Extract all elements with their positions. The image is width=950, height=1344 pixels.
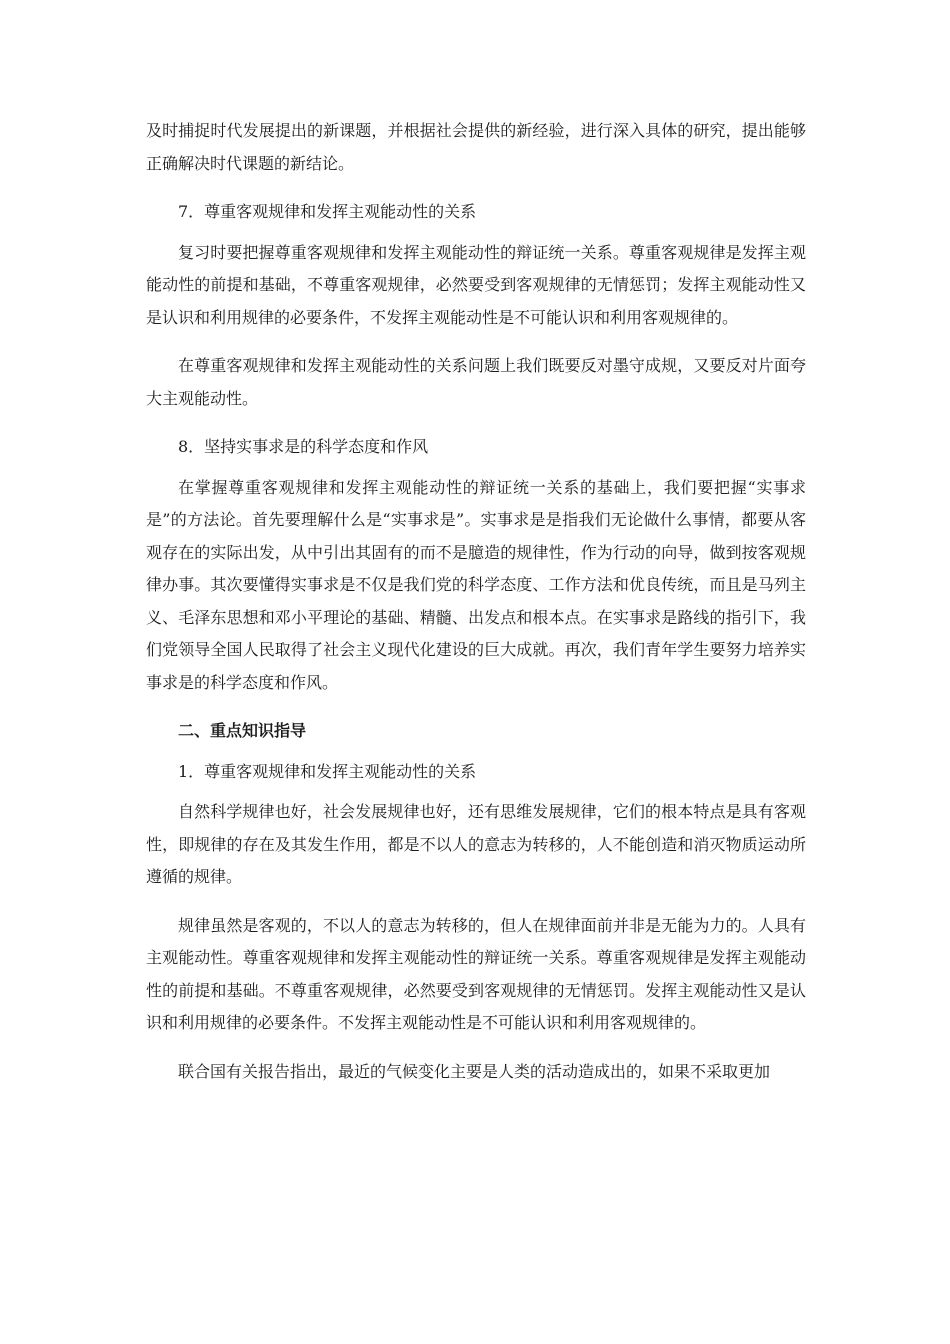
document-page <box>146 115 806 1104</box>
paragraph-continued: 及时捕捉时代发展提出的新课题，并根据社会提供的新经验，进行深入具体的研究，提出能够正确解决时代课题的新结论。 <box>146 121 806 173</box>
paragraph-2-1c: 联合国有关报告指出，最近的气候变化主要是人类的活动造成出的，如果不采取更加 <box>178 1061 771 1081</box>
paragraph-8: 在掌握尊重客观规律和发挥主观能动性的辩证统一关系的基础上，我们要把握“实事求是”的方法论。首先要理解什么是“实事求是”。实事求是是指我们无论做什么事情，都要从客观存在的实际出发，从中引出其固有的而不是臆造的规律性，作为行动的向导，做到按客观规律办事。其次要懂得实事求是不仅是我们党的科学态度、工作方法和优良传统，而且是马列主义、毛泽东思想和邓小平理论的基础、精髓、出发点和根本点。在实事求是路线的指引下，我们党领导全国人民取得了社会主义现代化建设的巨大成就。再次，我们青年学生要努力培养实事求是的科学态度和作风。 <box>146 477 806 692</box>
section-heading-2: 二、重点知识指导 <box>178 721 307 740</box>
heading-8: 8．坚持实事求是的科学态度和作风 <box>178 437 429 456</box>
paragraph-7b: 在尊重客观规律和发挥主观能动性的关系问题上我们既要反对墨守成规，又要反对片面夸大主观能动性。 <box>146 356 806 408</box>
heading-2-1: 1．尊重客观规律和发挥主观能动性的关系 <box>178 761 477 781</box>
paragraph-2-1a: 自然科学规律也好，社会发展规律也好，还有思维发展规律，它们的根本特点是具有客观性，即规律的存在及其发生作用，都是不以人的意志为转移的，人不能创造和消灭物质运动所遵循的规律。 <box>146 802 806 886</box>
paragraph-2-1b: 规律虽然是客观的，不以人的意志为转移的，但人在规律面前并非是无能为力的。人具有主观能动性。尊重客观规律和发挥主观能动性的辩证统一关系。尊重客观规律是发挥主观能动性的前提和基础。不尊重客观规律，必然要受到客观规律的无情惩罚。发挥主观能动性又是认识和利用规律的必要条件。不发挥主观能动性是不可能认识和利用客观规律的。 <box>146 915 806 1032</box>
paragraph-7a: 复习时要把握尊重客观规律和发挥主观能动性的辩证统一关系。尊重客观规律是发挥主观能动性的前提和基础，不尊重客观规律，必然要受到客观规律的无情惩罚；发挥主观能动性又是认识和利用规律的必要条件，不发挥主观能动性是不可能认识和利用客观规律的。 <box>146 242 806 327</box>
heading-7: 7．尊重客观规律和发挥主观能动性的关系 <box>178 202 477 221</box>
